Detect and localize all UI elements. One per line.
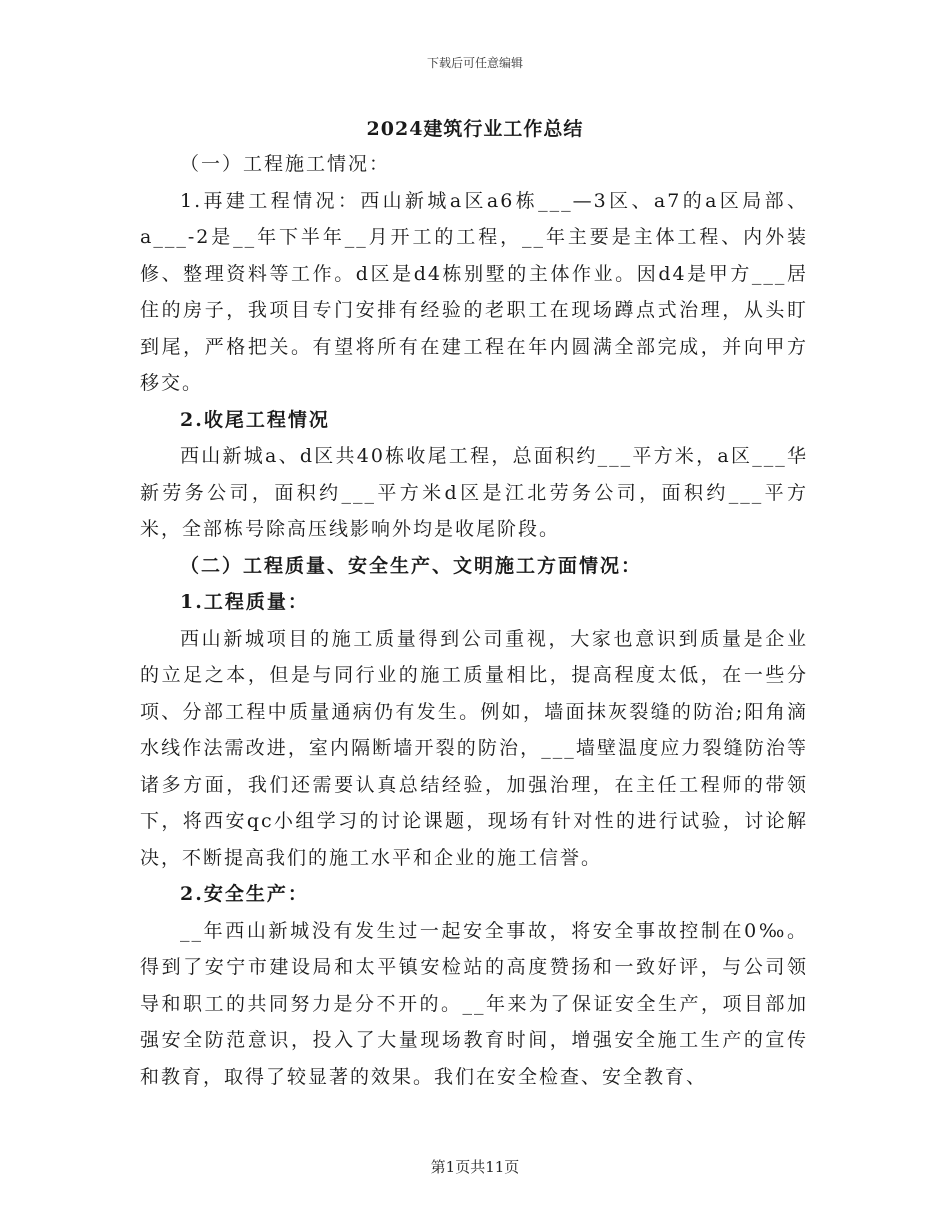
subheading-safety: 2.安全生产：: [180, 883, 309, 905]
subheading-closing-projects: 2.收尾工程情况: [180, 408, 330, 431]
header-note: 下载后可任意编辑: [426, 56, 523, 70]
paragraph-in-progress-projects: 1.再建工程情况：西山新城a区a6栋___—3区、a7的a区局部、a___-2是__年下半年__月开工的工程，__年主要是主体工程、内外装修、整理资料等工作。d区是d4栋别墅的主体作业。因d4是甲方___居住的房子，我项目专门安排有经验的老职工在现场蹲点式治理，从头盯到尾，严格把关。有望将所有在建工程在年内圆满全部完成，并向甲方移交。: [140, 189, 808, 394]
document-body: [140, 146, 808, 1095]
page-footer: 第1页共11页: [430, 1158, 520, 1176]
section-heading-1: （一）工程施工情况：: [180, 153, 391, 175]
subheading-quality: 1.工程质量：: [180, 591, 309, 613]
paragraph-closing-projects: 西山新城a、d区共40栋收尾工程，总面积约___平方米，a区___华新劳务公司，面积约___平方米d区是江北劳务公司，面积约___平方米，全部栋号除高压线影响外均是收尾阶段。: [140, 445, 808, 540]
paragraph-safety: __年西山新城没有发生过一起安全事故，将安全事故控制在0‰。得到了安宁市建设局和太平镇安检站的高度赞扬和一致好评，与公司领导和职工的共同努力是分不开的。__年来为了保证安全生产，项目部加强安全防范意识，投入了大量现场教育时间，增强安全施工生产的宣传和教育，取得了较显著的效果。我们在安全检查、安全教育、: [140, 919, 808, 1088]
section-heading-2: （二）工程质量、安全生产、文明施工方面情况：: [180, 554, 643, 577]
paragraph-quality: 西山新城项目的施工质量得到公司重视，大家也意识到质量是企业的立足之本，但是与同行业的施工质量相比，提高程度太低，在一些分项、分部工程中质量通病仍有发生。例如，墙面抹灰裂缝的防治;阳角滴水线作法需改进，室内隔断墙开裂的防治，___墙壁温度应力裂缝防治等诸多方面，我们还需要认真总结经验，加强治理，在主任工程师的带领下，将西安qc小组学习的讨论课题，现场有针对性的进行试验，讨论解决，不断提高我们的施工水平和企业的施工信誉。: [140, 627, 808, 869]
page-title: 2024建筑行业工作总结: [366, 118, 584, 140]
